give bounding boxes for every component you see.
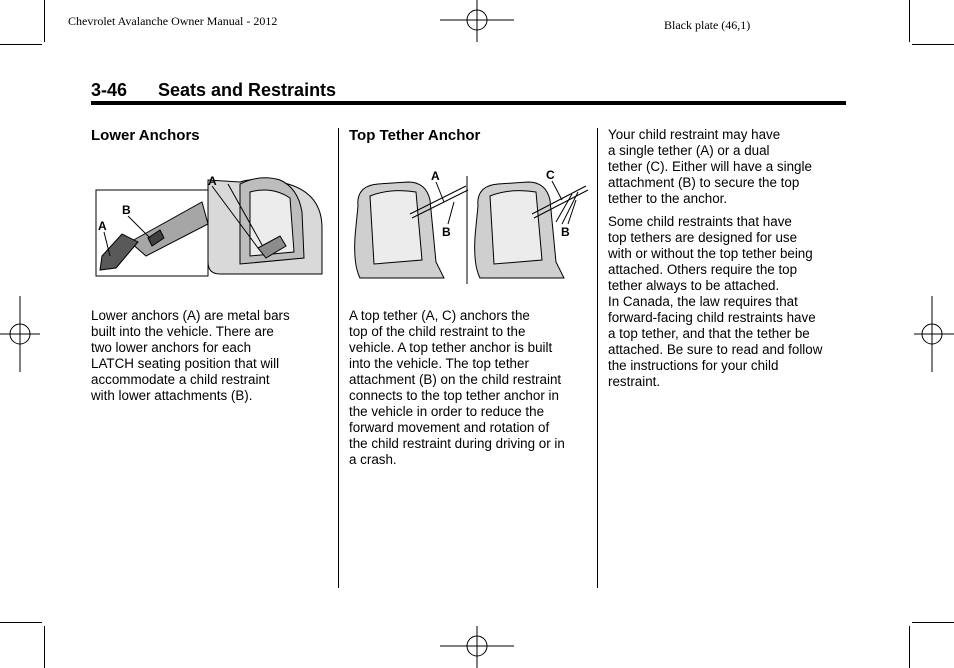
title-rule	[91, 101, 846, 105]
text-line: the vehicle in order to reduce the	[349, 404, 545, 419]
text-line: tether to the anchor.	[608, 191, 728, 206]
section-title: Seats and Restraints	[158, 80, 337, 100]
text-line: attached. Be sure to read and follow	[608, 342, 823, 357]
label-a-top: A	[208, 174, 217, 188]
text-line: the child restraint during driving or in	[349, 436, 565, 451]
text-line: Some child restraints that have	[608, 214, 792, 229]
label-b-right: B	[561, 225, 570, 239]
manual-title: Chevrolet Avalanche Owner Manual - 2012	[68, 14, 278, 28]
top-tether-illustration	[350, 166, 590, 286]
text-line: a top tether, and that the tether be	[608, 326, 810, 341]
lower-anchors-heading: Lower Anchors	[91, 127, 200, 144]
text-line: with or without the top tether being	[608, 246, 813, 261]
tether-types-text	[608, 127, 812, 207]
label-a: A	[431, 169, 440, 183]
top-tether-heading: Top Tether Anchor	[349, 127, 481, 144]
label-b: B	[122, 203, 131, 217]
text-line: Lower anchors (A) are metal bars	[91, 308, 290, 323]
text-line: a crash.	[349, 452, 397, 467]
plate-label: Black plate (46,1)	[664, 18, 751, 32]
text-line: accommodate a child restraint	[91, 372, 270, 387]
text-line: In Canada, the law requires that	[608, 294, 798, 309]
text-line: top of the child restraint to the	[349, 324, 526, 339]
column-divider-1	[338, 128, 339, 588]
text-line: attached. Others require the top	[608, 262, 798, 277]
label-b-left: B	[442, 225, 451, 239]
label-c: C	[546, 168, 555, 182]
text-line: into the vehicle. The top tether	[349, 356, 529, 371]
text-line: attachment (B) to secure the top	[608, 175, 800, 190]
text-line: attachment (B) on the child restraint	[349, 372, 562, 387]
label-a-left: A	[98, 219, 107, 233]
text-line: LATCH seating position that will	[91, 356, 280, 371]
top-tether-text	[349, 308, 565, 468]
text-line: forward movement and rotation of	[349, 420, 550, 435]
text-line: Your child restraint may have	[608, 127, 781, 142]
column-divider-2	[597, 128, 598, 588]
tether-requirements-text	[608, 214, 822, 390]
lower-anchors-illustration	[90, 172, 330, 282]
text-line: tether always to be attached.	[608, 278, 780, 293]
page-title	[91, 80, 336, 101]
text-line: restraint.	[608, 374, 661, 389]
page-number: 3-46	[91, 80, 128, 100]
text-line: A top tether (A, C) anchors the	[349, 308, 530, 323]
text-line: vehicle. A top tether anchor is built	[349, 340, 553, 355]
text-line: forward-facing child restraints have	[608, 310, 816, 325]
text-line: tether (C). Either will have a single	[608, 159, 812, 174]
text-line: a single tether (A) or a dual	[608, 143, 770, 158]
text-line: two lower anchors for each	[91, 340, 252, 355]
text-line: built into the vehicle. There are	[91, 324, 274, 339]
lower-anchors-text	[91, 308, 290, 404]
text-line: the instructions for your child	[608, 358, 779, 373]
text-line: connects to the top tether anchor in	[349, 388, 559, 403]
text-line: top tethers are designed for use	[608, 230, 798, 245]
text-line: with lower attachments (B).	[91, 388, 253, 403]
